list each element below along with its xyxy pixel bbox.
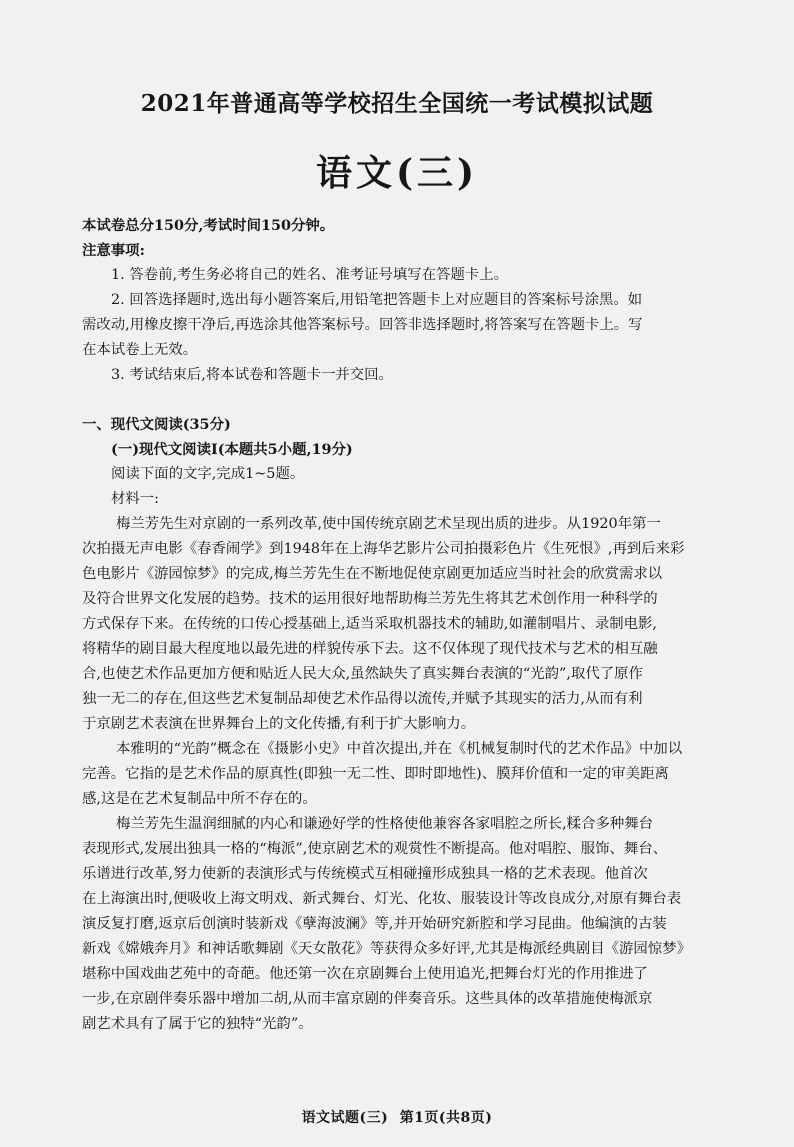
- passage-line: 次拍摄无声电影《春香闹学》到1948年在上海华艺影片公司拍摄彩色片《生死恨》,再到后来彩: [82, 541, 685, 557]
- passage-line: 及符合世界文化发展的趋势。技术的运用很好地帮助梅兰芳先生将其艺术创作用一种科学的: [82, 591, 658, 607]
- exam-summary: 本试卷总分150分,考试时间150分钟。: [82, 217, 335, 234]
- passage-line: 感,这是在艺术复制品中所不存在的。: [82, 791, 317, 807]
- passage-line: 色电影片《游园惊梦》的完成,梅兰芳先生在不断地促使京剧更加适应当时社会的欣赏需求以: [82, 566, 663, 582]
- passage-line: 独一无二的存在,但这些艺术复制品却使艺术作品得以流传,并赋予其现实的活力,从而有利: [82, 691, 643, 707]
- passage-line: 一步,在京剧伴奏乐器中增加二胡,从而丰富京剧的伴奏音乐。这些具体的改革措施使梅派京: [82, 991, 653, 1007]
- note-3: 3. 考试结束后,将本试卷和答题卡一并交回。: [111, 367, 393, 383]
- passage-line: 在上海演出时,便吸收上海文明戏、新式舞台、灯光、化妆、服装设计等改良成分,对原有舞台表: [82, 891, 682, 907]
- passage-line: 剧艺术具有了属于它的独特“光韵”。: [82, 1016, 313, 1032]
- passage-line: 演反复打磨,返京后创演时装新戏《孽海波澜》等,并开始研究新腔和学习昆曲。他编演的古装: [82, 916, 667, 932]
- section-1: [82, 412, 772, 1037]
- reading-instruction: 阅读下面的文字,完成1~5题。: [111, 466, 305, 482]
- passage-line: 将精华的剧目最大程度地以最先进的样貌传承下去。这不仅体现了现代技术与艺术的相互融: [82, 641, 658, 657]
- instructions: [82, 213, 772, 388]
- notes-heading: 注意事项:: [82, 242, 145, 259]
- passage-line: 于京剧艺术表演在世界舞台上的文化传播,有利于扩大影响力。: [82, 716, 476, 732]
- footer-subject: 语文试题(三): [301, 1110, 389, 1126]
- passage-line: 乐谱进行改革,努力使新的表演形式与传统模式互相碰撞形成独具一格的艺术表现。他首次: [82, 866, 648, 882]
- passage-line: 梅兰芳先生对京剧的一系列改革,使中国传统京剧艺术呈现出质的进步。从1920年第一: [116, 516, 661, 532]
- footer-page-number: 第1页(共8页): [399, 1110, 493, 1126]
- material-label: 材料一:: [111, 491, 160, 507]
- passage-line: 梅兰芳先生温润细腻的内心和谦逊好学的性格使他兼容各家唱腔之所长,糅合多种舞台: [116, 816, 654, 832]
- passage: [82, 512, 772, 1037]
- exam-title: 2021年普通高等学校招生全国统一考试模拟试题: [140, 90, 654, 117]
- passage-line: 表现形式,发展出独具一格的“梅派”,使京剧艺术的观赏性不断提高。他对唱腔、服饰、舞台、: [82, 841, 668, 857]
- sub-section-heading: (一)现代文阅读Ⅰ(本题共5小题,19分): [111, 441, 353, 458]
- passage-line: 完善。它指的是艺术作品的原真性(即独一无二性、即时即地性)、膜拜价值和一定的审美距离: [82, 766, 669, 782]
- section-heading: 一、现代文阅读(35分): [82, 416, 231, 433]
- note-2-line-3: 在本试卷上无效。: [82, 342, 198, 358]
- passage-line: 合,也使艺术作品更加方便和贴近人民大众,虽然缺失了真实舞台表演的“光韵”,取代了原作: [82, 666, 643, 682]
- passage-line: 新戏《嫦娥奔月》和神话歌舞剧《天女散花》等获得众多好评,尤其是梅派经典剧目《游园惊梦》: [82, 941, 691, 957]
- note-2-line-2: 需改动,用橡皮擦干净后,再选涂其他答案标号。回答非选择题时,将答案写在答题卡上。写: [82, 317, 643, 333]
- passage-line: 本雅明的“光韵”概念在《摄影小史》中首次提出,并在《机械复制时代的艺术作品》中加以: [116, 741, 683, 757]
- note-2-line-1: 2. 回答选择题时,选出每小题答案后,用铅笔把答题卡上对应题目的答案标号涂黑。如: [111, 292, 643, 308]
- passage-line: 堪称中国戏曲艺苑中的奇葩。他还第一次在京剧舞台上使用追光,把舞台灯光的作用推进了: [82, 966, 648, 982]
- page-footer: [0, 1107, 794, 1127]
- passage-line: 方式保存下来。在传统的口传心授基础上,适当采取机器技术的辅助,如灌制唱片、录制电影,: [82, 616, 657, 632]
- subject-title: 语文(三): [315, 152, 479, 194]
- note-1: 1. 答卷前,考生务必将自己的姓名、准考证号填写在答题卡上。: [111, 267, 509, 283]
